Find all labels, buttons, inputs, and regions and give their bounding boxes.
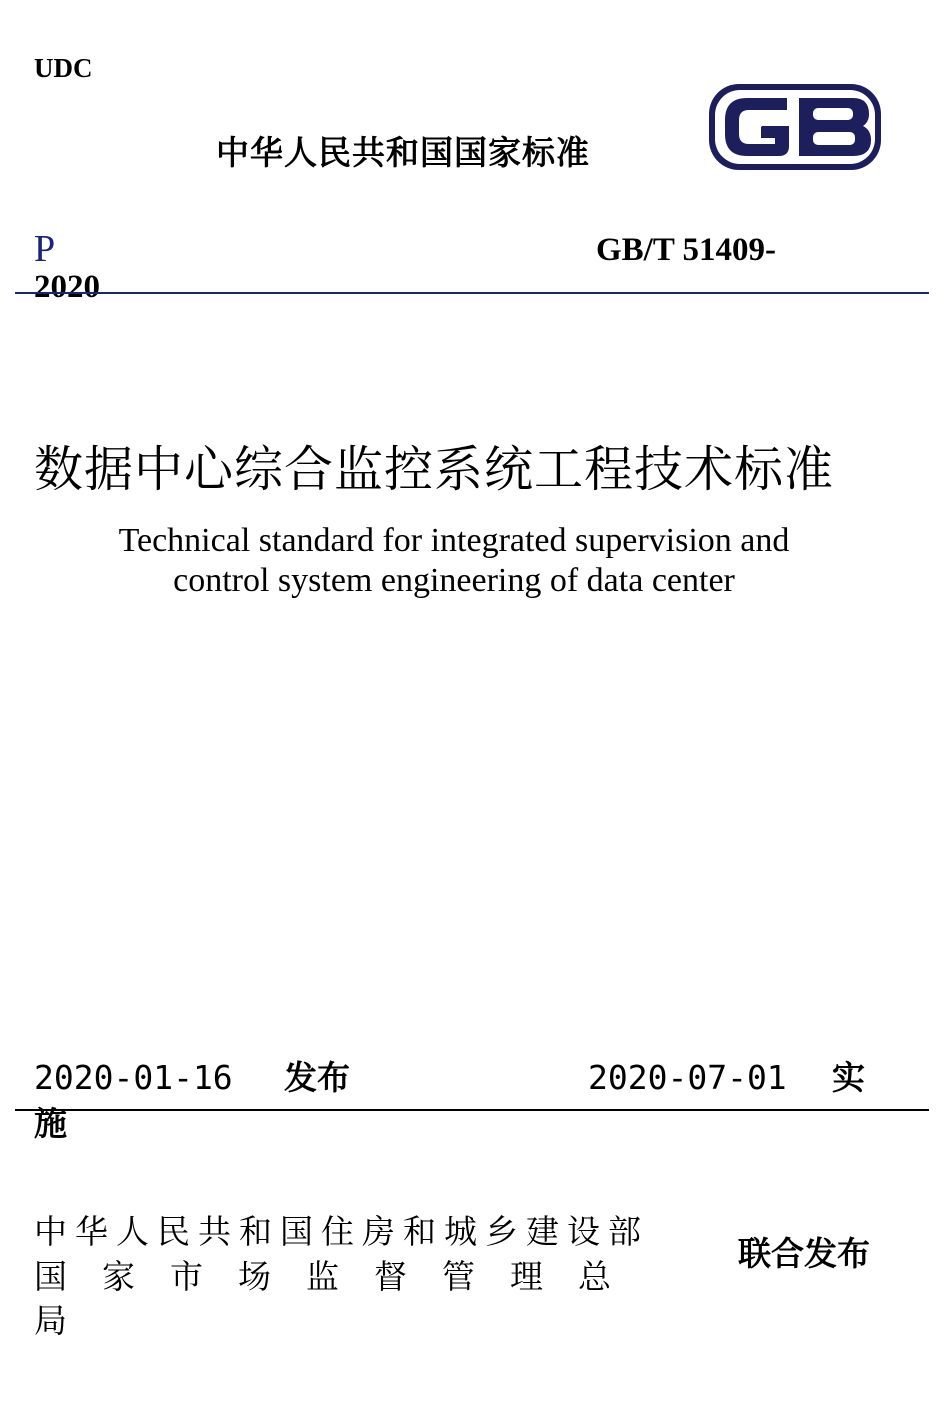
publisher-line-3: 局: [34, 1301, 67, 1340]
bottom-divider: [15, 1109, 929, 1111]
title-english: [0, 521, 908, 601]
national-standard-heading: 中华人民共和国国家标准: [216, 133, 590, 172]
category-code: P: [34, 228, 56, 270]
joint-publication-label: 联合发布: [738, 1234, 870, 1273]
title-english-line-1: Technical standard for integrated supervision and: [118, 522, 790, 559]
publisher-line-1: 中华人民共和国住房和城乡建设部: [34, 1212, 649, 1251]
title-english-line-2: control system engineering of data center: [173, 562, 735, 599]
gb-logo-icon: [703, 76, 885, 176]
publisher-line-2: 国家市场监督管理总: [34, 1257, 646, 1296]
implementation-label-part-1: 实: [832, 1058, 865, 1097]
issue-label: 发布: [284, 1058, 350, 1097]
issue-date: 2020-01-16: [34, 1058, 233, 1097]
title-chinese: 数据中心综合监控系统工程技术标准: [34, 441, 835, 498]
implementation-label-part-2: 施: [34, 1104, 67, 1143]
udc-label: UDC: [34, 53, 93, 83]
top-divider: [15, 292, 929, 294]
standard-code-year: 2020: [34, 269, 100, 305]
implementation-date: 2020-07-01: [588, 1058, 787, 1097]
standard-code: GB/T 51409-: [596, 232, 777, 268]
